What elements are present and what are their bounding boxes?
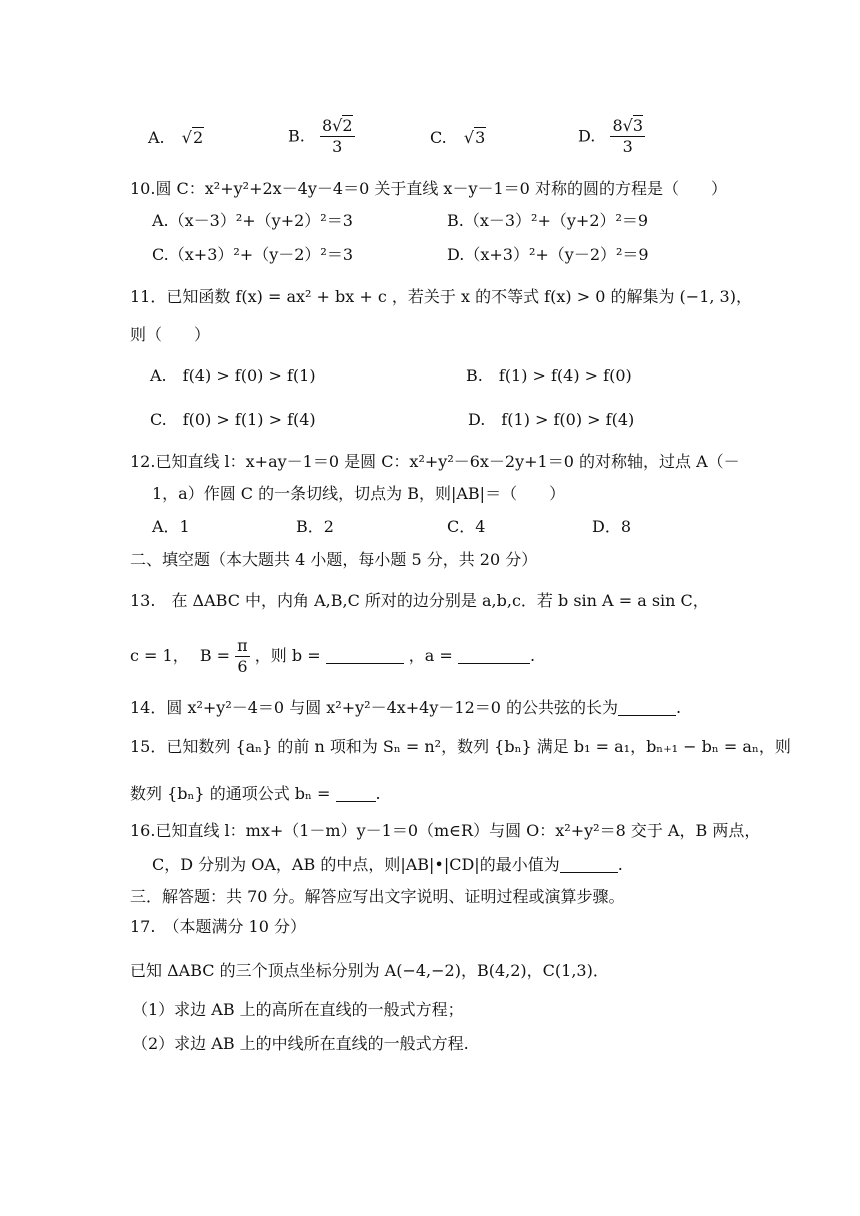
q12-option-c: C．4 — [447, 517, 486, 536]
sqrt-2: √2 — [181, 128, 204, 147]
q15-text: 数列 {bₙ} 的通项公式 bₙ = — [130, 784, 331, 803]
radicand: 2 — [192, 128, 204, 147]
answer-blank-q14[interactable] — [618, 699, 676, 716]
b-angle-equation: B = — [199, 646, 231, 665]
period: . — [617, 855, 623, 874]
q14-stem — [130, 697, 681, 719]
q10-option-c: C.（x+3）²+（y－2）²＝3 — [152, 245, 354, 264]
coefficient: 8 — [321, 116, 333, 135]
q11-option-a: A. f(4) > f(0) > f(1) — [150, 366, 316, 385]
option-label: D. — [578, 126, 596, 146]
q9-option-d — [578, 116, 645, 157]
q17-part-2: （2）求边 AB 上的中线所在直线的一般式方程. — [132, 1034, 469, 1053]
option-label: C. — [430, 128, 447, 147]
q11-stem: 11．已知函数 f(x) = ax² + bx + c ，若关于 x 的不等式 f(x) > 0 的解集为 (−1, 3)， — [130, 287, 752, 306]
q17-part-1: （1）求边 AB 上的高所在直线的一般式方程； — [132, 1000, 464, 1019]
q16-stem-cont — [152, 854, 623, 876]
radicand: 3 — [475, 128, 486, 147]
denominator: 3 — [332, 137, 343, 156]
q17-heading: 17. （本题满分 10 分） — [130, 917, 306, 936]
q16-stem: 16.已知直线 l：mx+（1－m）y－1＝0（m∈R）与圆 O：x²+y²＝8 交于 A，B 两点， — [130, 821, 761, 840]
q12-stem: 12.已知直线 l：x+ay－1＝0 是圆 C：x²+y²－6x－2y+1＝0 的对称轴，过点 A（－ — [130, 452, 740, 471]
q11-option-c: C. f(0) > f(1) > f(4) — [150, 410, 316, 429]
q9-option-a — [148, 127, 204, 149]
denominator: 3 — [622, 137, 633, 156]
q14-text: 14．圆 x²+y²－4＝0 与圆 x²+y²－4x+4y－12＝0 的公共弦的长为 — [130, 698, 619, 717]
q10-option-a: A.（x－3）²+（y+2）²＝3 — [152, 211, 353, 230]
q15-stem-cont — [130, 783, 381, 805]
q12-option-b: B．2 — [296, 517, 334, 536]
period: . — [529, 646, 536, 665]
numerator: π — [237, 636, 248, 655]
fraction-8sqrt3-over-3: $\frac{8√3}{3}$ — [612, 116, 644, 156]
q12-option-d: D．8 — [592, 517, 632, 536]
q10-option-d: D.（x+3）²+（y－2）²＝9 — [447, 245, 649, 264]
q9-option-c — [430, 127, 486, 149]
answer-blank-a[interactable] — [458, 647, 530, 664]
a-answer-label: ，a = — [408, 646, 453, 665]
option-label: B. — [288, 126, 305, 146]
q11-option-d: D. f(1) > f(0) > f(4) — [468, 410, 635, 429]
q11-option-b: B. f(1) > f(4) > f(0) — [466, 366, 632, 385]
denominator: 6 — [237, 657, 248, 676]
b-answer-label: ，则 b = — [254, 646, 321, 665]
answer-blank-q16[interactable] — [560, 856, 618, 873]
q11-stem-cont: 则（ ） — [130, 325, 211, 344]
q10-stem: 10.圆 C：x²+y²+2x－4y－4＝0 关于直线 x－y－1＝0 对称的圆的方程是（ ） — [130, 179, 727, 198]
q17-stem: 已知 ΔABC 的三个顶点坐标分别为 A(−4,−2)，B(4,2)，C(1,3)． — [130, 961, 609, 980]
q12-option-a: A．1 — [152, 517, 190, 536]
q9-option-b — [288, 116, 355, 157]
q15-stem: 15．已知数列 {aₙ} 的前 n 项和为 Sₙ = n²，数列 {bₙ} 满足 b₁ = a₁，bₙ₊₁ − bₙ = aₙ，则 — [130, 737, 791, 756]
answer-blank-b[interactable] — [326, 647, 404, 664]
section-3-heading: 三．解答题：共 70 分。解答应写出文字说明、证明过程或演算步骤。 — [130, 887, 625, 906]
sqrt-3: √3 — [463, 128, 486, 147]
radicand: 3 — [632, 116, 644, 135]
q12-stem-cont: 1，a）作圆 C 的一条切线，切点为 B，则|AB|＝（ ） — [152, 484, 566, 503]
c-equation: c = 1， — [130, 646, 189, 665]
q16-text: C，D 分别为 OA，AB 的中点，则|AB|•|CD|的最小值为 — [152, 855, 560, 874]
q13-stem: 13. 在 ΔABC 中，内角 A,B,C 所对的边分别是 a,b,c．若 b sin A = a sin C， — [130, 591, 709, 610]
q10-option-b: B.（x－3）²+（y+2）²＝9 — [447, 211, 649, 230]
section-2-heading: 二、填空题（本大题共 4 小题，每小题 5 分，共 20 分） — [130, 550, 538, 569]
fraction-8sqrt2-over-3: $\frac{8√2}{3}$ — [321, 116, 353, 156]
coefficient: 8 — [612, 116, 623, 135]
period: . — [375, 784, 381, 803]
period: . — [676, 698, 682, 717]
answer-blank-q15[interactable] — [336, 785, 376, 802]
radicand: 2 — [342, 116, 353, 135]
option-label: A. — [148, 128, 165, 147]
pi-over-6 — [235, 636, 250, 677]
q13-line2 — [130, 636, 535, 677]
